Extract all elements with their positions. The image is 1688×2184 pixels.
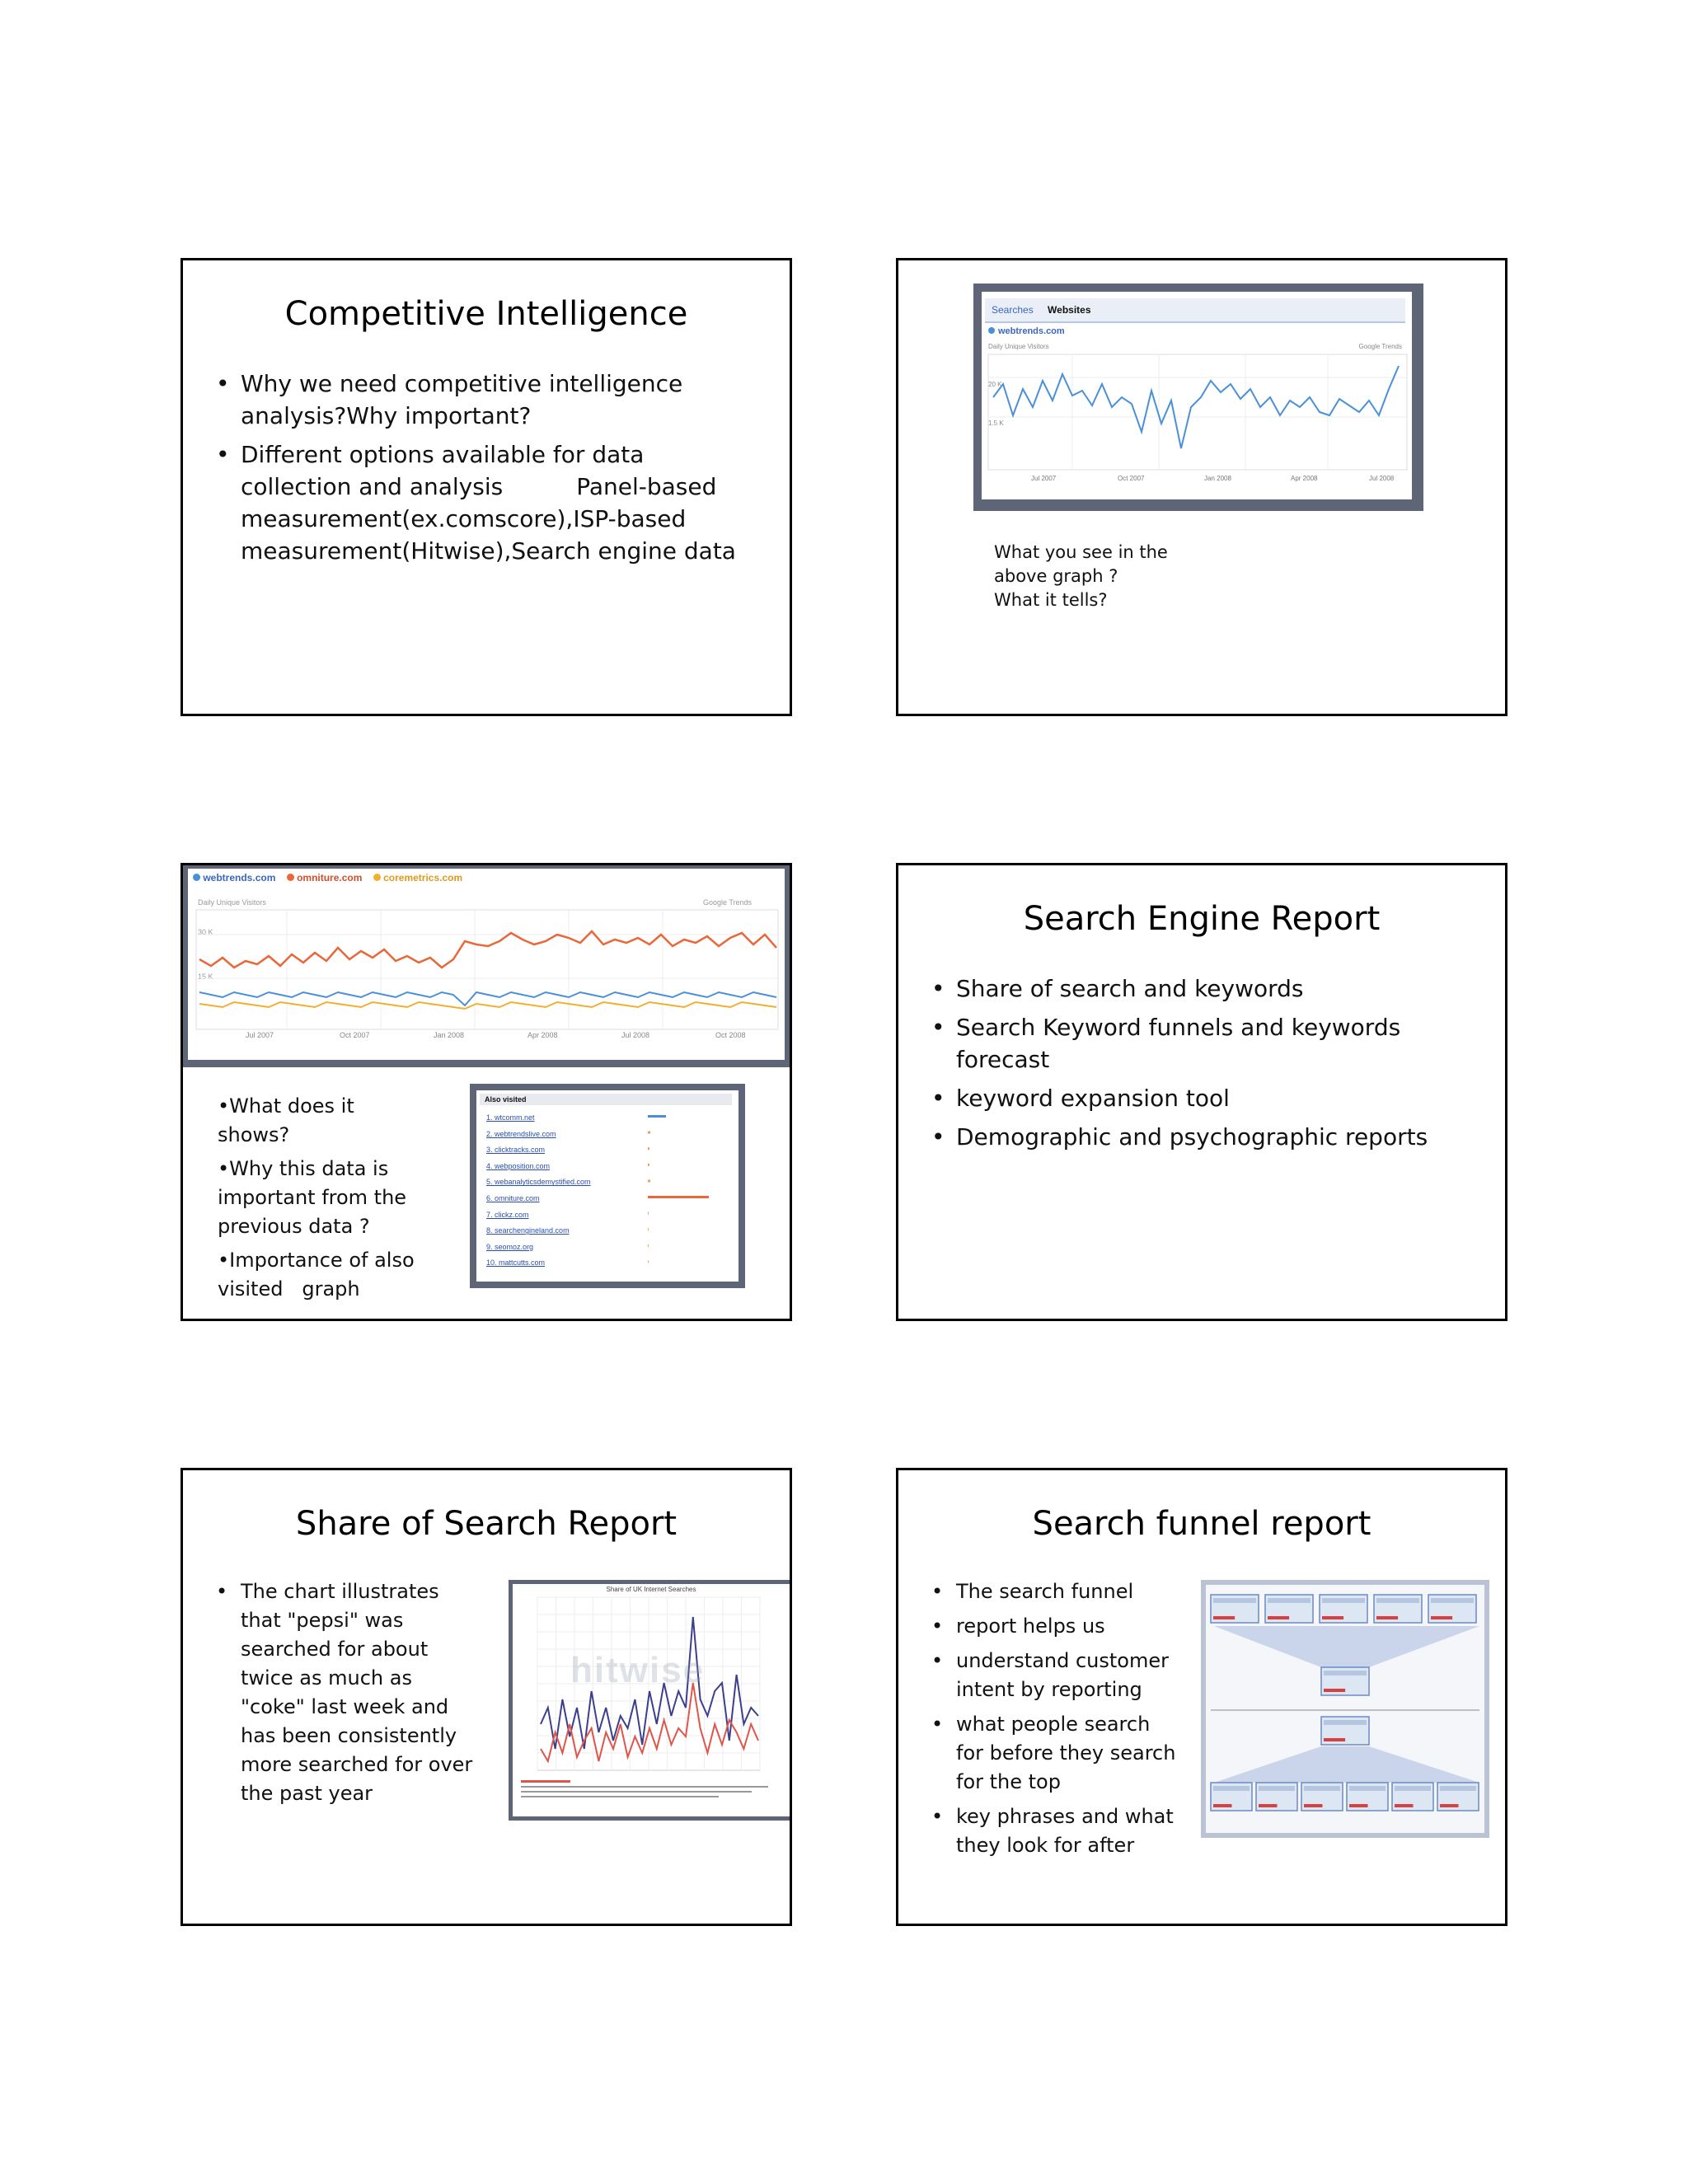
funnel-node-label-bar — [1376, 1598, 1419, 1603]
also-visited-item[interactable]: 5. webanalyticsdemystified.com — [486, 1178, 591, 1187]
funnel-screenshot — [1201, 1580, 1489, 1838]
also-visited-item[interactable]: 6. omniture.com — [486, 1193, 540, 1202]
y-tick: 20 K — [988, 381, 1002, 388]
also-visited-bar — [648, 1196, 709, 1198]
funnel-node — [1265, 1595, 1313, 1623]
question-item: •Why this data is important from the previous data ? — [218, 1157, 407, 1238]
x-tick: Jul 2007 — [1031, 475, 1057, 482]
question-1: What you see in the above graph ? — [994, 542, 1168, 586]
plot-area — [196, 910, 778, 1029]
bullet-list — [216, 1577, 480, 1808]
x-tick: Apr 2008 — [528, 1031, 558, 1039]
watermark-logo: hitwise — [570, 1650, 706, 1690]
question-item: •Importance of also visited graph — [218, 1249, 421, 1301]
x-tick: Jan 2008 — [1204, 475, 1231, 482]
bullet-item: • Search Keyword funnels and keywords forecast — [931, 1011, 1492, 1076]
funnel-node-bar — [1324, 1689, 1345, 1692]
funnel-node-bar — [1259, 1804, 1278, 1807]
funnel-node-bar — [1395, 1804, 1414, 1807]
funnel-node-label-bar — [1324, 1720, 1367, 1725]
funnel-node-bar — [1322, 1616, 1343, 1619]
chart-source: Google Trends — [1358, 343, 1402, 350]
tab-websites[interactable]: Websites — [1048, 304, 1091, 316]
funnel-node-label-bar — [1304, 1786, 1340, 1791]
funnel-node-bar — [1431, 1616, 1452, 1619]
also-visited-item[interactable]: 2. webtrendslive.com — [486, 1129, 556, 1138]
funnel-node-label-bar — [1322, 1598, 1365, 1603]
chart-source: Google Trends — [702, 898, 752, 907]
funnel-node-label-bar — [1213, 1598, 1256, 1603]
graph-screenshot — [973, 284, 1423, 511]
legend-omniture: omniture.com — [297, 872, 363, 883]
funnel-node-label-bar — [1431, 1598, 1474, 1603]
slide-title: Search Engine Report — [1023, 900, 1381, 938]
comparison-line-chart — [188, 869, 785, 1060]
slide-title: Search funnel report — [1032, 1505, 1372, 1543]
funnel-node-label-bar — [1395, 1786, 1431, 1791]
funnel-node — [1320, 1595, 1367, 1623]
funnel-node-bar — [1268, 1616, 1289, 1619]
funnel-node — [1211, 1783, 1252, 1811]
x-tick: Jan 2008 — [434, 1031, 465, 1039]
slide-competitive-intelligence — [181, 258, 792, 716]
y-tick: 1.5 K — [988, 419, 1004, 427]
bullet-item: • report helps us — [931, 1612, 1179, 1641]
tab-searches[interactable]: Searches — [992, 304, 1034, 316]
question-2: What it tells? — [994, 590, 1108, 610]
funnel-node-label-bar — [1213, 1786, 1250, 1791]
funnel-node-label-bar — [1268, 1598, 1311, 1603]
x-tick: Oct 2007 — [340, 1031, 370, 1039]
funnel-node-label-bar — [1349, 1786, 1386, 1791]
bullet-list — [931, 972, 1492, 1153]
series-line — [993, 366, 1399, 448]
question-list — [218, 1092, 432, 1304]
bullet-item: • keyword expansion tool — [931, 1082, 1492, 1114]
funnel-node — [1428, 1595, 1476, 1623]
bullet-item: • The search funnel — [931, 1577, 1179, 1606]
funnel-shape-top — [1214, 1626, 1479, 1667]
also-visited-bar — [648, 1164, 649, 1166]
series-line-coremetrics — [199, 1002, 776, 1009]
x-tick: Apr 2008 — [1291, 475, 1318, 482]
bullet-item: • what people search for before they search for the top — [931, 1710, 1179, 1797]
funnel-node-bar — [1213, 1616, 1235, 1619]
also-visited-item[interactable]: 9. seomoz.org — [486, 1242, 534, 1251]
funnel-node — [1437, 1783, 1479, 1811]
also-visited-item[interactable]: 4. webposition.com — [486, 1161, 551, 1170]
line-chart — [982, 292, 1412, 499]
also-visited-screenshot — [470, 1084, 745, 1288]
x-tick: Jul 2008 — [621, 1031, 650, 1039]
bullet-list — [216, 368, 760, 567]
funnel-node — [1392, 1783, 1433, 1811]
slide-compare-graph — [181, 863, 792, 1321]
slide-webtrends-graph — [896, 258, 1507, 716]
funnel-node-bar — [1349, 1804, 1368, 1807]
plot-area — [988, 354, 1407, 470]
x-tick: Oct 2008 — [715, 1031, 746, 1039]
funnel-node — [1256, 1783, 1297, 1811]
x-tick: Oct 2007 — [1118, 475, 1145, 482]
also-visited-bar — [648, 1147, 649, 1150]
share-chart-screenshot — [509, 1580, 792, 1821]
also-visited-bar — [648, 1115, 666, 1118]
slide-search-engine-report — [896, 863, 1507, 1321]
legend-coremetrics: coremetrics.com — [383, 872, 463, 883]
funnel-node — [1374, 1595, 1422, 1623]
funnel-diagram — [1206, 1585, 1484, 1833]
slide-title: Share of Search Report — [295, 1505, 678, 1543]
also-visited-item[interactable]: 1. wtcomm.net — [486, 1113, 535, 1122]
funnel-node-label-bar — [1440, 1786, 1476, 1791]
funnel-node — [1321, 1717, 1369, 1745]
also-visited-bar — [648, 1260, 649, 1263]
legend-webtrends: webtrends.com — [203, 872, 276, 883]
slide-share-of-search — [181, 1468, 792, 1926]
site-label: webtrends.com — [998, 326, 1065, 336]
funnel-node-bar — [1213, 1804, 1232, 1807]
chart-subtitle: Daily Unique Visitors — [988, 343, 1049, 350]
bullet-item: • The chart illustrates that "pepsi" was searched for about twice as much as "coke" last week and has been consistently more searched for over the past year — [216, 1577, 480, 1808]
also-visited-bar — [648, 1212, 649, 1215]
also-visited-bar — [648, 1132, 650, 1134]
also-visited-bar — [648, 1228, 649, 1230]
bullet-item: • Different options available for data collection and analysis Panel-based measurement(ex.comscore),ISP-based measurement(Hitwise),Search engine data — [216, 438, 760, 567]
also-visited-item[interactable]: 10. mattcutts.com — [486, 1258, 546, 1268]
y-tick: 15 K — [198, 972, 213, 981]
funnel-node-bar — [1376, 1616, 1398, 1619]
funnel-node-bar — [1324, 1738, 1345, 1741]
comparison-screenshot — [183, 865, 792, 1067]
chart-title: Share of UK Internet Searches — [606, 1586, 696, 1593]
also-visited-bar — [648, 1244, 649, 1247]
funnel-shape-bottom — [1214, 1746, 1479, 1783]
funnel-node-bar — [1440, 1804, 1459, 1807]
also-visited-bar — [648, 1179, 650, 1182]
also-visited-bar-chart — [476, 1090, 738, 1282]
bullet-item: • Why we need competitive intelligence analysis?Why important? — [216, 368, 760, 432]
also-visited-item[interactable]: 3. clicktracks.com — [486, 1146, 546, 1155]
bullet-item: • understand customer intent by reporting — [931, 1647, 1179, 1704]
funnel-node — [1347, 1783, 1388, 1811]
bullet-item: • Demographic and psychographic reports — [931, 1121, 1492, 1153]
funnel-node-label-bar — [1259, 1786, 1295, 1791]
slide-search-funnel — [896, 1468, 1507, 1926]
funnel-node — [1321, 1667, 1369, 1695]
also-visited-item[interactable]: 7. clickz.com — [486, 1210, 529, 1219]
funnel-node-bar — [1304, 1804, 1323, 1807]
series-line-omniture — [199, 931, 776, 968]
funnel-node — [1301, 1783, 1343, 1811]
also-visited-header: Also visited — [480, 1094, 732, 1105]
question-item: •What does it shows? — [218, 1094, 354, 1146]
slide-title: Competitive Intelligence — [284, 295, 688, 333]
chart-footnote — [521, 1780, 781, 1811]
bullet-item: • Share of search and keywords — [931, 972, 1492, 1005]
x-tick: Jul 2008 — [1369, 475, 1395, 482]
bullet-list — [931, 1577, 1179, 1860]
also-visited-item[interactable]: 8. searchengineland.com — [486, 1226, 570, 1235]
funnel-node — [1211, 1595, 1259, 1623]
bullet-item: • key phrases and what they look for after — [931, 1802, 1179, 1860]
y-tick: 30 K — [198, 928, 213, 936]
chart-subtitle: Daily Unique Visitors — [198, 898, 266, 907]
x-tick: Jul 2007 — [246, 1031, 274, 1039]
funnel-node-label-bar — [1324, 1671, 1367, 1675]
